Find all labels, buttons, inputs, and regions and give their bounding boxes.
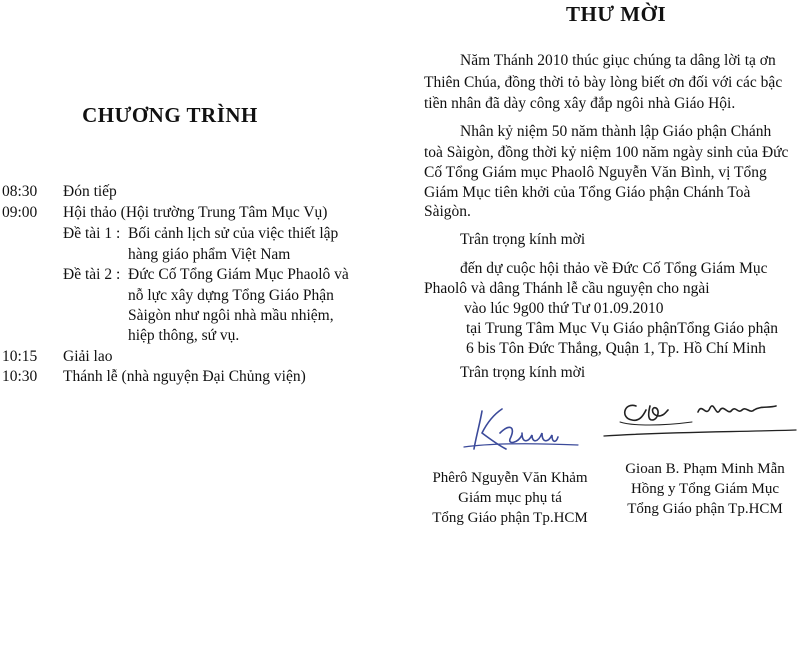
invite-line: đến dự cuộc hội thảo về Đức Cố Tổng Giám Mục bbox=[460, 260, 768, 277]
signatory-name: Gioan B. Phạm Minh Mẫn bbox=[625, 461, 785, 477]
topic-line: Bối cảnh lịch sử của việc thiết lập bbox=[128, 225, 339, 242]
topic-line: hàng giáo phẩm Việt Nam bbox=[128, 246, 291, 263]
signature-man-picture bbox=[602, 392, 798, 442]
schedule-item: Giải lao bbox=[63, 348, 113, 365]
signatory-org: Tổng Giáo phận Tp.HCM bbox=[432, 510, 588, 526]
paragraph-line: Cố Tổng Giám mục Phaolô Nguyễn Văn Bình, vị Tổng bbox=[424, 164, 767, 181]
invite-line: Phaolô và dâng Thánh lễ cầu nguyện cho ngài bbox=[424, 280, 710, 297]
paragraph-line: tiền nhân đã dày công xây đắp ngôi nhà Giáo Hội. bbox=[424, 95, 736, 112]
schedule-time: 09:00 bbox=[2, 204, 38, 221]
program-title: CHƯƠNG TRÌNH bbox=[82, 103, 258, 127]
signatory-role: Hồng y Tổng Giám Mục bbox=[630, 481, 780, 497]
greeting: Trân trọng kính mời bbox=[460, 364, 586, 381]
signatory-name: Phêrô Nguyễn Văn Khảm bbox=[432, 470, 588, 486]
topic-label: Đề tài 2 : bbox=[63, 266, 121, 283]
schedule-time: 10:30 bbox=[2, 368, 38, 385]
topic-label: Đề tài 1 : bbox=[63, 225, 121, 242]
topic-line: Sàigòn như ngôi nhà mầu nhiệm, bbox=[128, 307, 334, 324]
topic-line: hiệp thông, sứ vụ. bbox=[128, 327, 240, 344]
topic-line: nỗ lực xây dựng Tổng Giáo Phận bbox=[128, 287, 334, 304]
signatory-org: Tổng Giáo phận Tp.HCM bbox=[627, 501, 783, 517]
paragraph-line: toà Sàigòn, đồng thời kỷ niệm 100 năm ngày sinh của Đức bbox=[424, 144, 789, 161]
schedule-item: Hội thảo (Hội trường Trung Tâm Mục Vụ) bbox=[63, 204, 328, 221]
letter-title: THƯ MỜI bbox=[566, 2, 667, 26]
schedule-item: Thánh lễ (nhà nguyện Đại Chủng viện) bbox=[63, 368, 306, 385]
paragraph-line: Sàigòn. bbox=[424, 203, 471, 220]
paragraph-line: Nhân kỷ niệm 50 năm thành lập Giáo phận Chánh bbox=[460, 123, 772, 140]
paragraph-line: Năm Thánh 2010 thúc giục chúng ta dâng lời tạ ơn bbox=[460, 52, 776, 69]
signature-khampicture bbox=[452, 403, 582, 459]
paragraph-line: Thiên Chúa, đồng thời tỏ bày lòng biết ơn đối với các bậc bbox=[424, 74, 783, 91]
invite-line: 6 bis Tôn Đức Thắng, Quận 1, Tp. Hồ Chí Minh bbox=[466, 340, 766, 357]
signatory-role: Giám mục phụ tá bbox=[458, 490, 562, 506]
schedule-time: 08:30 bbox=[2, 183, 38, 200]
invite-line: vào lúc 9g00 thứ Tư 01.09.2010 bbox=[464, 300, 664, 317]
invite-line: tại Trung Tâm Mục Vụ Giáo phậnTổng Giáo phận bbox=[466, 320, 778, 337]
schedule-item: Đón tiếp bbox=[63, 183, 117, 200]
schedule-time: 10:15 bbox=[2, 348, 38, 365]
paragraph-line: Giám Mục tiên khởi của Tổng Giáo phận Chánh Toà bbox=[424, 184, 751, 201]
topic-line: Đức Cố Tổng Giám Mục Phaolô và bbox=[128, 266, 349, 283]
greeting: Trân trọng kính mời bbox=[460, 231, 586, 248]
